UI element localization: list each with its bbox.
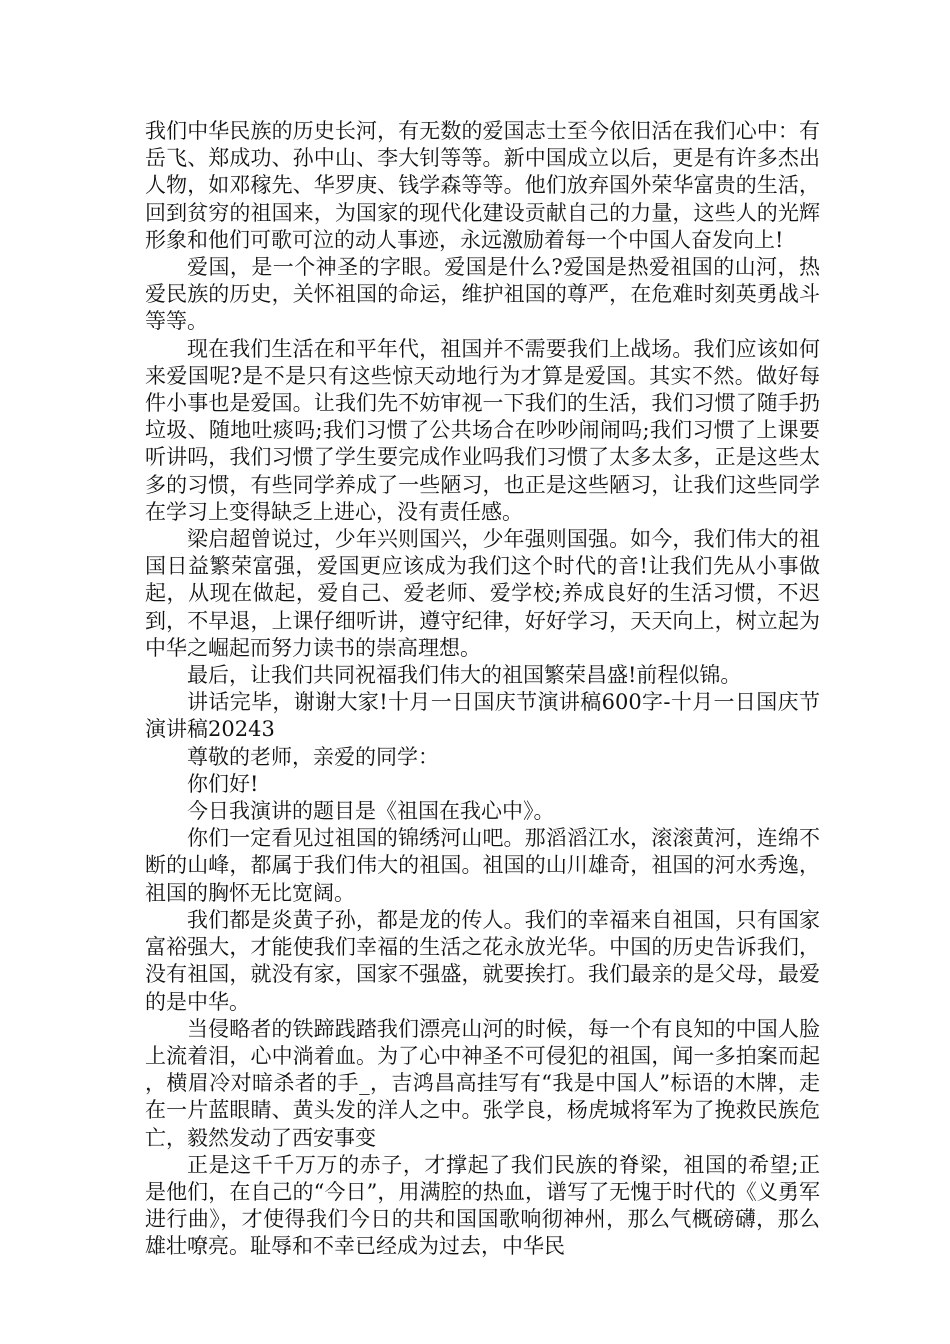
- paragraph-8: 你们好!: [187, 771, 259, 796]
- paragraph-3: 现在我们生活在和平年代，祖国并不需要我们上战场。我们应该如何来爱国呢?是不是只有这些惊天动地行为才算是爱国。其实不然。做好每件小事也是爱国。让我们先不妨审视一下我们的生活，我们习惯了随手扔垃圾、随地吐痰吗;我们习惯了公共场合在吵吵闹闹吗;我们习惯了上课要听讲吗，我们习惯了学生要完成作业吗我们习惯了太多太多，正是这些太多的习惯，有些同学养成了一些陋习，也正是这些陋习，让我们这些同学在学习上变得缺乏上进心，没有责任感。: [145, 336, 820, 524]
- paragraph-11: 我们都是炎黄子孙，都是龙的传人。我们的幸福来自祖国，只有国家富裕强大，才能使我们幸福的生活之花永放光华。中国的历史告诉我们，没有祖国，就没有家，国家不强盛，就要挨打。我们最亲的是父母，最爱的是中华。: [145, 907, 820, 1014]
- paragraph-6: 讲话完毕，谢谢大家!十月一日国庆节演讲稿600字-十月一日国庆节演讲稿20243: [145, 690, 820, 742]
- paragraph-9: 今日我演讲的题目是《祖国在我心中》。: [187, 799, 555, 824]
- document-page: [145, 118, 820, 1261]
- paragraph-2: 爱国，是一个神圣的字眼。爱国是什么?爱国是热爱祖国的山河，热爱民族的历史，关怀祖国的命运，维护祖国的尊严，在危难时刻英勇战斗等等。: [145, 255, 820, 334]
- paragraph-5: 最后，让我们共同祝福我们伟大的祖国繁荣昌盛!前程似锦。: [187, 663, 742, 688]
- paragraph-13: 正是这千千万万的赤子，才撑起了我们民族的脊梁，祖国的希望;正是他们，在自己的“今日”，用满腔的热血，谱写了无愧于时代的《义勇军进行曲》，才使得我们今日的共和国国歌响彻神州，那么气概磅礴，那么雄壮嘹亮。耻辱和不幸已经成为过去，中华民: [145, 1152, 820, 1259]
- paragraph-7: 尊敬的老师，亲爱的同学：: [187, 744, 439, 769]
- paragraph-4: 梁启超曾说过，少年兴则国兴，少年强则国强。如今，我们伟大的祖国日益繁荣富强，爱国更应该成为我们这个时代的音!让我们先从小事做起，从现在做起，爱自己、爱老师、爱学校;养成良好的生活习惯，不迟到，不早退，上课仔细听讲，遵守纪律，好好学习，天天向上，树立起为中华之崛起而努力读书的崇高理想。: [145, 527, 820, 660]
- paragraph-12: 当侵略者的铁蹄践踏我们漂亮山河的时候，每一个有良知的中国人脸上流着泪，心中淌着血。为了心中神圣不可侵犯的祖国，闻一多拍案而起，横眉冷对暗杀者的手_，吉鸿昌高挂写有“我是中国人”标语的木牌，走在一片蓝眼睛、黄头发的洋人之中。张学良，杨虎城将军为了挽救民族危亡，毅然发动了西安事变: [145, 1016, 820, 1150]
- paragraph-1: 我们中华民族的历史长河，有无数的爱国志士至今依旧活在我们心中：有岳飞、郑成功、孙中山、李大钊等等。新中国成立以后，更是有许多杰出人物，如邓稼先、华罗庚、钱学森等等。他们放弃国外荣华富贵的生活，回到贫穷的祖国来，为国家的现代化建设贡献自己的力量，这些人的光辉形象和他们可歌可泣的动人事迹，永远激励着每一个中国人奋发向上!: [145, 119, 820, 252]
- paragraph-10: 你们一定看见过祖国的锦绣河山吧。那滔滔江水，滚滚黄河，连绵不断的山峰，都属于我们伟大的祖国。祖国的山川雄奇，祖国的河水秀逸，祖国的胸怀无比宽阔。: [145, 826, 820, 905]
